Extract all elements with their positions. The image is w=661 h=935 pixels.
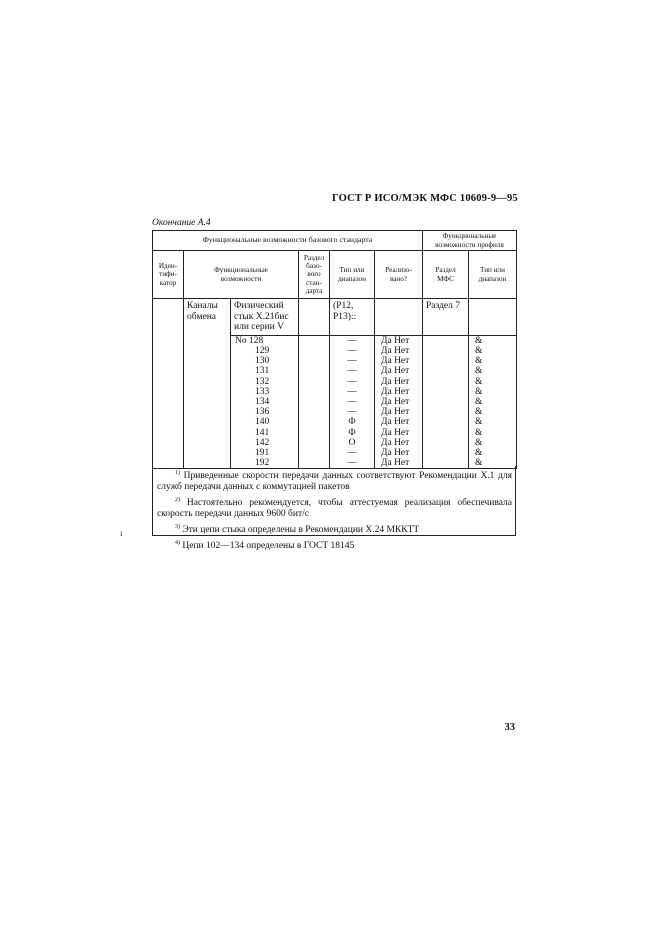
profile-value: &: [475, 397, 483, 407]
cell-feature-item: [231, 299, 299, 336]
implemented-list: [375, 335, 423, 468]
type-value: Ф: [348, 427, 356, 438]
circuit-number: 134: [255, 397, 270, 407]
circuit-number: 141: [255, 427, 270, 438]
header-type-range-profile-text: Тип или диапазон: [478, 266, 507, 283]
circuit-number: No 128: [235, 335, 264, 346]
cell-section-base-top: [299, 299, 330, 336]
table-caption: Окончание А.4: [152, 218, 211, 228]
functional-capabilities-table: [152, 230, 517, 469]
type-value: —: [347, 397, 357, 407]
circuit-number: 192: [255, 458, 270, 469]
cell-type-range-top: [330, 299, 375, 336]
type-value: —: [347, 366, 357, 377]
circuit-number: 132: [255, 376, 270, 387]
header-type-range-profile: [469, 251, 517, 299]
footnote-mark: 3): [175, 524, 180, 531]
page-number: 33: [504, 722, 515, 733]
header-section-base: [299, 251, 330, 299]
circuit-number: 130: [255, 356, 270, 367]
header-features-text: Функциональные возможности: [214, 266, 268, 283]
header-implemented: [375, 251, 423, 299]
cell-feature-group: [184, 299, 231, 469]
circuit-number: 140: [255, 417, 270, 428]
header-features: [184, 251, 299, 299]
implemented-value: Да Нет: [381, 407, 410, 418]
footnote: [157, 468, 512, 493]
profile-value: &: [475, 346, 483, 357]
type-value: —: [347, 376, 357, 387]
feature-group-text: Каналы обмена: [187, 301, 218, 322]
implemented-value: Да Нет: [381, 366, 410, 377]
implemented-value: Да Нет: [381, 386, 410, 397]
type-value: —: [347, 407, 357, 418]
footnote-text: Эти цепи стыка определены в Рекомендации X.24 МККТТ: [180, 525, 420, 536]
type-value-list: [330, 335, 375, 468]
circuit-number-list: [231, 335, 299, 468]
profile-value-list: [469, 335, 517, 468]
header-identifier-text: Иден- тифи- катор: [158, 262, 178, 287]
profile-value: &: [475, 417, 483, 428]
cell-section-base-body: [299, 335, 330, 468]
type-value: —: [347, 346, 357, 357]
circuit-number: 142: [255, 437, 270, 448]
footnote-mark: 2): [175, 497, 180, 504]
circuit-number: 136: [255, 407, 270, 418]
profile-value: &: [475, 386, 483, 397]
profile-value: &: [475, 447, 483, 458]
implemented-value: Да Нет: [381, 376, 410, 387]
header-section-base-text: Раздел базо- вого стан- дарта: [303, 254, 325, 295]
type-value: —: [347, 458, 357, 469]
profile-value: &: [475, 427, 483, 438]
cell-implemented-top: [375, 299, 423, 336]
footnote-mark: 4): [175, 540, 180, 547]
header-section-mfs: [423, 251, 469, 299]
circuit-number: 133: [255, 386, 270, 397]
cell-section-mfs-body: [423, 335, 469, 468]
section-mfs-text: Раздел 7: [426, 301, 460, 311]
type-value: —: [347, 447, 357, 458]
type-value: О: [348, 437, 356, 448]
header-type-range-text: Тип или диапазон: [338, 266, 366, 283]
implemented-value: Да Нет: [381, 356, 410, 367]
type-value: Ф: [348, 417, 356, 428]
implemented-value: Да Нет: [381, 417, 410, 428]
footnote-text: Настоятельно рекомендуется, чтобы аттестуемая реализация обеспечивала скорость передачи данных 9600 бит/с: [157, 498, 512, 520]
cell-type-profile-top: [469, 299, 517, 336]
profile-value: &: [475, 407, 483, 418]
cell-section-mfs: [423, 299, 469, 336]
implemented-value: Да Нет: [381, 427, 410, 438]
footnote: [157, 538, 512, 552]
header-implemented-text: Реализо- вано?: [385, 266, 412, 283]
implemented-value: Да Нет: [381, 346, 410, 357]
margin-mark: ı: [120, 528, 123, 538]
footnote-text: Цепи 102—134 определены в ГОСТ 18145: [180, 541, 355, 552]
footnote: [157, 522, 512, 536]
profile-value: &: [475, 437, 483, 448]
header-group-profile: Функциональные возможности профиля: [423, 231, 517, 251]
implemented-value: Да Нет: [381, 335, 410, 346]
profile-value: &: [475, 376, 483, 387]
cell-identifier: [153, 299, 184, 469]
feature-item-text: Физический стык X.21бис или серии V: [234, 301, 289, 333]
header-identifier: [153, 251, 184, 299]
header-section-mfs-text: Раздел МФС: [435, 266, 456, 283]
header-group-base: Функциональные возможности базового стандарта: [153, 231, 423, 251]
type-value: —: [347, 356, 357, 367]
circuit-number: 129: [255, 346, 270, 357]
footnotes-block: [152, 466, 516, 552]
profile-value: &: [475, 366, 483, 377]
type-value: —: [347, 335, 357, 346]
implemented-value: Да Нет: [381, 458, 410, 469]
implemented-value: Да Нет: [381, 397, 410, 407]
type-value: —: [347, 386, 357, 397]
implemented-value: Да Нет: [381, 447, 410, 458]
footnote-mark: 1): [175, 470, 180, 476]
footnote: [157, 495, 512, 520]
type-range-header-text: (P12, P13)::: [333, 301, 357, 322]
implemented-value: Да Нет: [381, 437, 410, 448]
circuit-number: 131: [255, 366, 270, 377]
profile-value: &: [475, 335, 483, 346]
header-type-range: [330, 251, 375, 299]
profile-value: &: [475, 458, 483, 469]
footnote-text: Приведенные скорости передачи данных соответствуют Рекомендации X.1 для служб передачи данных с коммутацией пакетов: [157, 471, 512, 493]
profile-value: &: [475, 356, 483, 367]
circuit-number: 191: [255, 447, 270, 458]
document-header-id: ГОСТ Р ИСО/МЭК МФС 10609-9—95: [332, 193, 518, 204]
